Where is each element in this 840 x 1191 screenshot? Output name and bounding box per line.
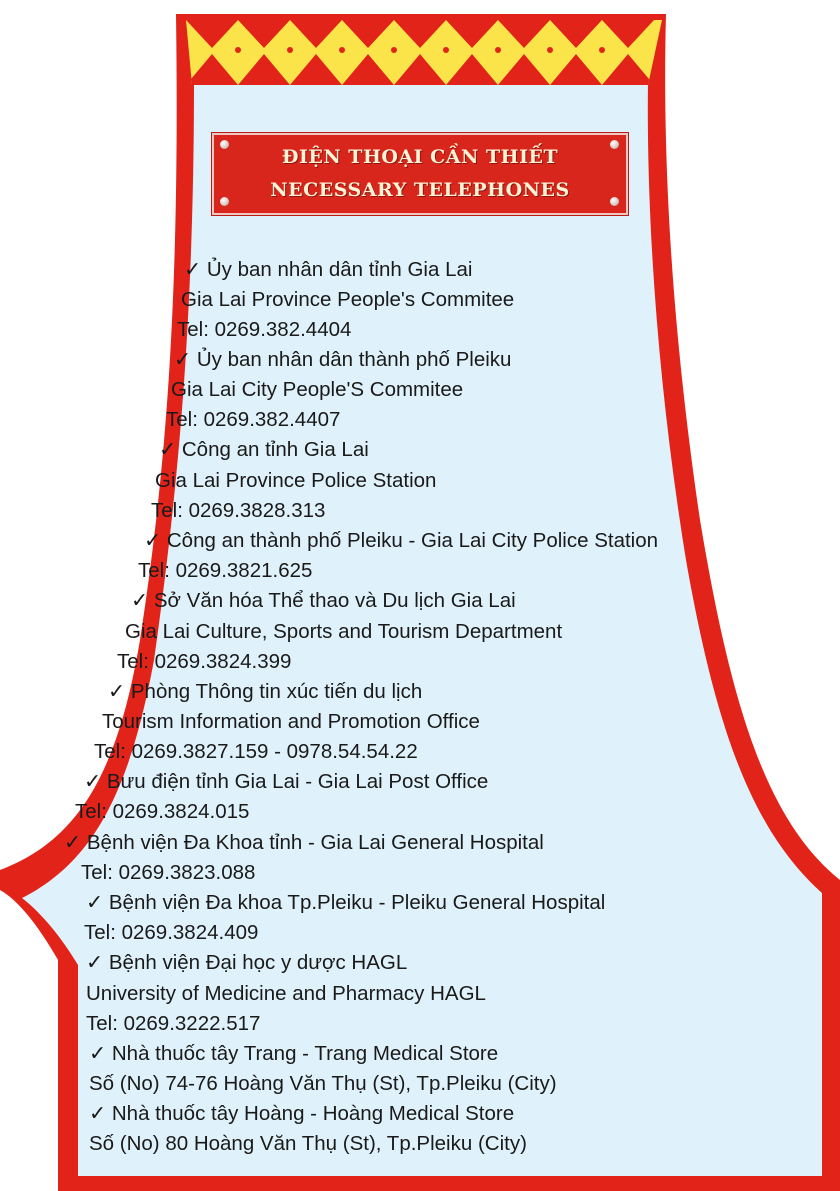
directory-line: ✓ Ủy ban nhân dân tỉnh Gia Lai: [184, 258, 473, 281]
roof-pattern: [180, 20, 670, 86]
directory-line: Gia Lai Province People's Commitee: [181, 288, 515, 311]
directory-line: ✓ Nhà thuốc tây Trang - Trang Medical Store: [89, 1042, 499, 1065]
directory-line: ✓ Bệnh viện Đa khoa Tp.Pleiku - Pleiku General Hospital: [86, 891, 606, 914]
directory-line: ✓ Sở Văn hóa Thể thao và Du lịch Gia Lai: [131, 589, 516, 612]
directory-line: Tel: 0269.3821.625: [138, 559, 313, 582]
directory-line: Tel: 0269.382.4407: [166, 408, 341, 431]
directory-line: Gia Lai Province Police Station: [155, 469, 437, 492]
directory-line: Số (No) 80 Hoàng Văn Thụ (St), Tp.Pleiku (City): [89, 1132, 527, 1155]
directory-line: Số (No) 74-76 Hoàng Văn Thụ (St), Tp.Pleiku (City): [89, 1072, 557, 1095]
directory-line: Tel: 0269.3827.159 - 0978.54.54.22: [94, 740, 418, 763]
directory-line: Tel: 0269.3824.015: [75, 800, 250, 823]
directory-line: Gia Lai City People'S Commitee: [171, 378, 464, 401]
directory-line: ✓ Công an thành phố Pleiku - Gia Lai City Police Station: [144, 529, 659, 552]
title-banner: [212, 133, 628, 215]
directory-line: University of Medicine and Pharmacy HAGL: [86, 982, 486, 1005]
directory-line: ✓ Bệnh viện Đại học y dược HAGL: [86, 951, 408, 974]
directory-line: ✓ Bệnh viện Đa Khoa tỉnh - Gia Lai General Hospital: [64, 831, 544, 854]
directory-line: Tel: 0269.382.4404: [177, 318, 352, 341]
directory-line: ✓ Phòng Thông tin xúc tiến du lịch: [108, 680, 423, 703]
title-vi: ĐIỆN THOẠI CẦN THIẾT: [281, 146, 559, 168]
title-en: NECESSARY TELEPHONES: [270, 179, 570, 201]
directory-line: Tel: 0269.3828.313: [151, 499, 326, 522]
directory-line: ✓ Nhà thuốc tây Hoàng - Hoàng Medical Store: [89, 1102, 515, 1125]
rivet-bottom-left: [220, 197, 229, 206]
rivet-top-left: [220, 140, 229, 149]
directory-line: Tourism Information and Promotion Office: [102, 710, 480, 733]
directory-line: Tel: 0269.3222.517: [86, 1012, 261, 1035]
rivet-bottom-right: [610, 197, 619, 206]
directory-line: Tel: 0269.3824.399: [117, 650, 292, 673]
rivet-top-right: [610, 140, 619, 149]
directory-line: ✓ Công an tỉnh Gia Lai: [159, 438, 369, 461]
directory-line: Gia Lai Culture, Sports and Tourism Department: [125, 620, 563, 643]
directory-line: Tel: 0269.3824.409: [84, 921, 259, 944]
directory-line: Tel: 0269.3823.088: [81, 861, 256, 884]
directory-line: ✓ Bưu điện tỉnh Gia Lai - Gia Lai Post Office: [84, 770, 489, 793]
directory-line: ✓ Ủy ban nhân dân thành phố Pleiku: [174, 348, 512, 371]
